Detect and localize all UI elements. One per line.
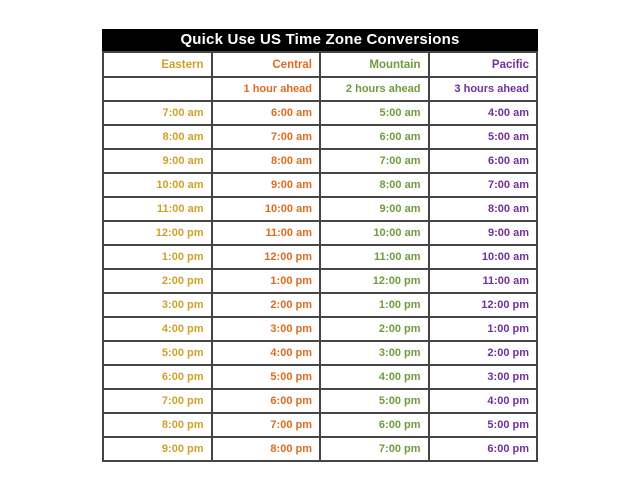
time-cell: 7:00 pm bbox=[212, 413, 321, 437]
table-row bbox=[103, 293, 537, 317]
time-cell: 11:00 am bbox=[429, 269, 538, 293]
table-row bbox=[103, 341, 537, 365]
time-rows bbox=[103, 101, 537, 461]
table-row bbox=[103, 125, 537, 149]
conversion-grid bbox=[102, 51, 538, 462]
column-header-pacific: Pacific bbox=[429, 52, 538, 77]
column-header-eastern: Eastern bbox=[103, 52, 212, 77]
time-cell: 6:00 pm bbox=[429, 437, 538, 461]
time-cell: 8:00 am bbox=[212, 149, 321, 173]
time-cell: 1:00 pm bbox=[212, 269, 321, 293]
time-cell: 6:00 pm bbox=[103, 365, 212, 389]
time-cell: 6:00 am bbox=[212, 101, 321, 125]
offset-row bbox=[103, 77, 537, 101]
column-header-central: Central bbox=[212, 52, 321, 77]
time-cell: 12:00 pm bbox=[103, 221, 212, 245]
time-cell: 1:00 pm bbox=[320, 293, 429, 317]
time-cell: 2:00 pm bbox=[429, 341, 538, 365]
time-cell: 4:00 pm bbox=[320, 365, 429, 389]
time-cell: 2:00 pm bbox=[320, 317, 429, 341]
offset-pacific: 3 hours ahead bbox=[429, 77, 538, 101]
offset-eastern bbox=[103, 77, 212, 101]
time-cell: 9:00 am bbox=[103, 149, 212, 173]
table-row bbox=[103, 245, 537, 269]
time-cell: 11:00 am bbox=[212, 221, 321, 245]
time-cell: 7:00 am bbox=[320, 149, 429, 173]
time-cell: 9:00 pm bbox=[103, 437, 212, 461]
time-cell: 6:00 am bbox=[320, 125, 429, 149]
time-cell: 11:00 am bbox=[103, 197, 212, 221]
time-cell: 5:00 am bbox=[320, 101, 429, 125]
time-cell: 8:00 am bbox=[429, 197, 538, 221]
time-cell: 12:00 pm bbox=[429, 293, 538, 317]
time-cell: 8:00 pm bbox=[103, 413, 212, 437]
time-cell: 1:00 pm bbox=[103, 245, 212, 269]
time-cell: 3:00 pm bbox=[429, 365, 538, 389]
time-cell: 7:00 pm bbox=[103, 389, 212, 413]
time-cell: 4:00 pm bbox=[212, 341, 321, 365]
offset-central: 1 hour ahead bbox=[212, 77, 321, 101]
time-cell: 4:00 am bbox=[429, 101, 538, 125]
time-cell: 3:00 pm bbox=[103, 293, 212, 317]
time-cell: 2:00 pm bbox=[103, 269, 212, 293]
table-row bbox=[103, 269, 537, 293]
time-cell: 3:00 pm bbox=[320, 341, 429, 365]
time-cell: 12:00 pm bbox=[212, 245, 321, 269]
time-cell: 8:00 am bbox=[103, 125, 212, 149]
time-cell: 7:00 am bbox=[103, 101, 212, 125]
time-cell: 6:00 am bbox=[429, 149, 538, 173]
time-cell: 12:00 pm bbox=[320, 269, 429, 293]
time-cell: 9:00 am bbox=[429, 221, 538, 245]
column-header-mountain: Mountain bbox=[320, 52, 429, 77]
time-cell: 5:00 pm bbox=[103, 341, 212, 365]
time-cell: 10:00 am bbox=[429, 245, 538, 269]
table-row bbox=[103, 197, 537, 221]
table-row bbox=[103, 101, 537, 125]
time-cell: 10:00 am bbox=[212, 197, 321, 221]
offset-mountain: 2 hours ahead bbox=[320, 77, 429, 101]
table-row bbox=[103, 365, 537, 389]
table-row bbox=[103, 437, 537, 461]
time-cell: 5:00 pm bbox=[212, 365, 321, 389]
page-title: Quick Use US Time Zone Conversions bbox=[102, 29, 538, 51]
time-cell: 11:00 am bbox=[320, 245, 429, 269]
time-cell: 7:00 pm bbox=[320, 437, 429, 461]
table-row bbox=[103, 389, 537, 413]
time-cell: 6:00 pm bbox=[212, 389, 321, 413]
header-row bbox=[103, 52, 537, 77]
time-cell: 6:00 pm bbox=[320, 413, 429, 437]
time-cell: 10:00 am bbox=[320, 221, 429, 245]
time-cell: 8:00 am bbox=[320, 173, 429, 197]
table-row bbox=[103, 221, 537, 245]
time-cell: 9:00 am bbox=[212, 173, 321, 197]
time-cell: 1:00 pm bbox=[429, 317, 538, 341]
time-cell: 4:00 pm bbox=[103, 317, 212, 341]
timezone-conversion-table bbox=[102, 29, 538, 462]
time-cell: 9:00 am bbox=[320, 197, 429, 221]
table-row bbox=[103, 149, 537, 173]
time-cell: 4:00 pm bbox=[429, 389, 538, 413]
table-row bbox=[103, 413, 537, 437]
time-cell: 10:00 am bbox=[103, 173, 212, 197]
time-cell: 7:00 am bbox=[429, 173, 538, 197]
time-cell: 8:00 pm bbox=[212, 437, 321, 461]
table-row bbox=[103, 317, 537, 341]
time-cell: 7:00 am bbox=[212, 125, 321, 149]
time-cell: 5:00 pm bbox=[429, 413, 538, 437]
time-cell: 5:00 pm bbox=[320, 389, 429, 413]
time-cell: 3:00 pm bbox=[212, 317, 321, 341]
table-row bbox=[103, 173, 537, 197]
time-cell: 5:00 am bbox=[429, 125, 538, 149]
time-cell: 2:00 pm bbox=[212, 293, 321, 317]
